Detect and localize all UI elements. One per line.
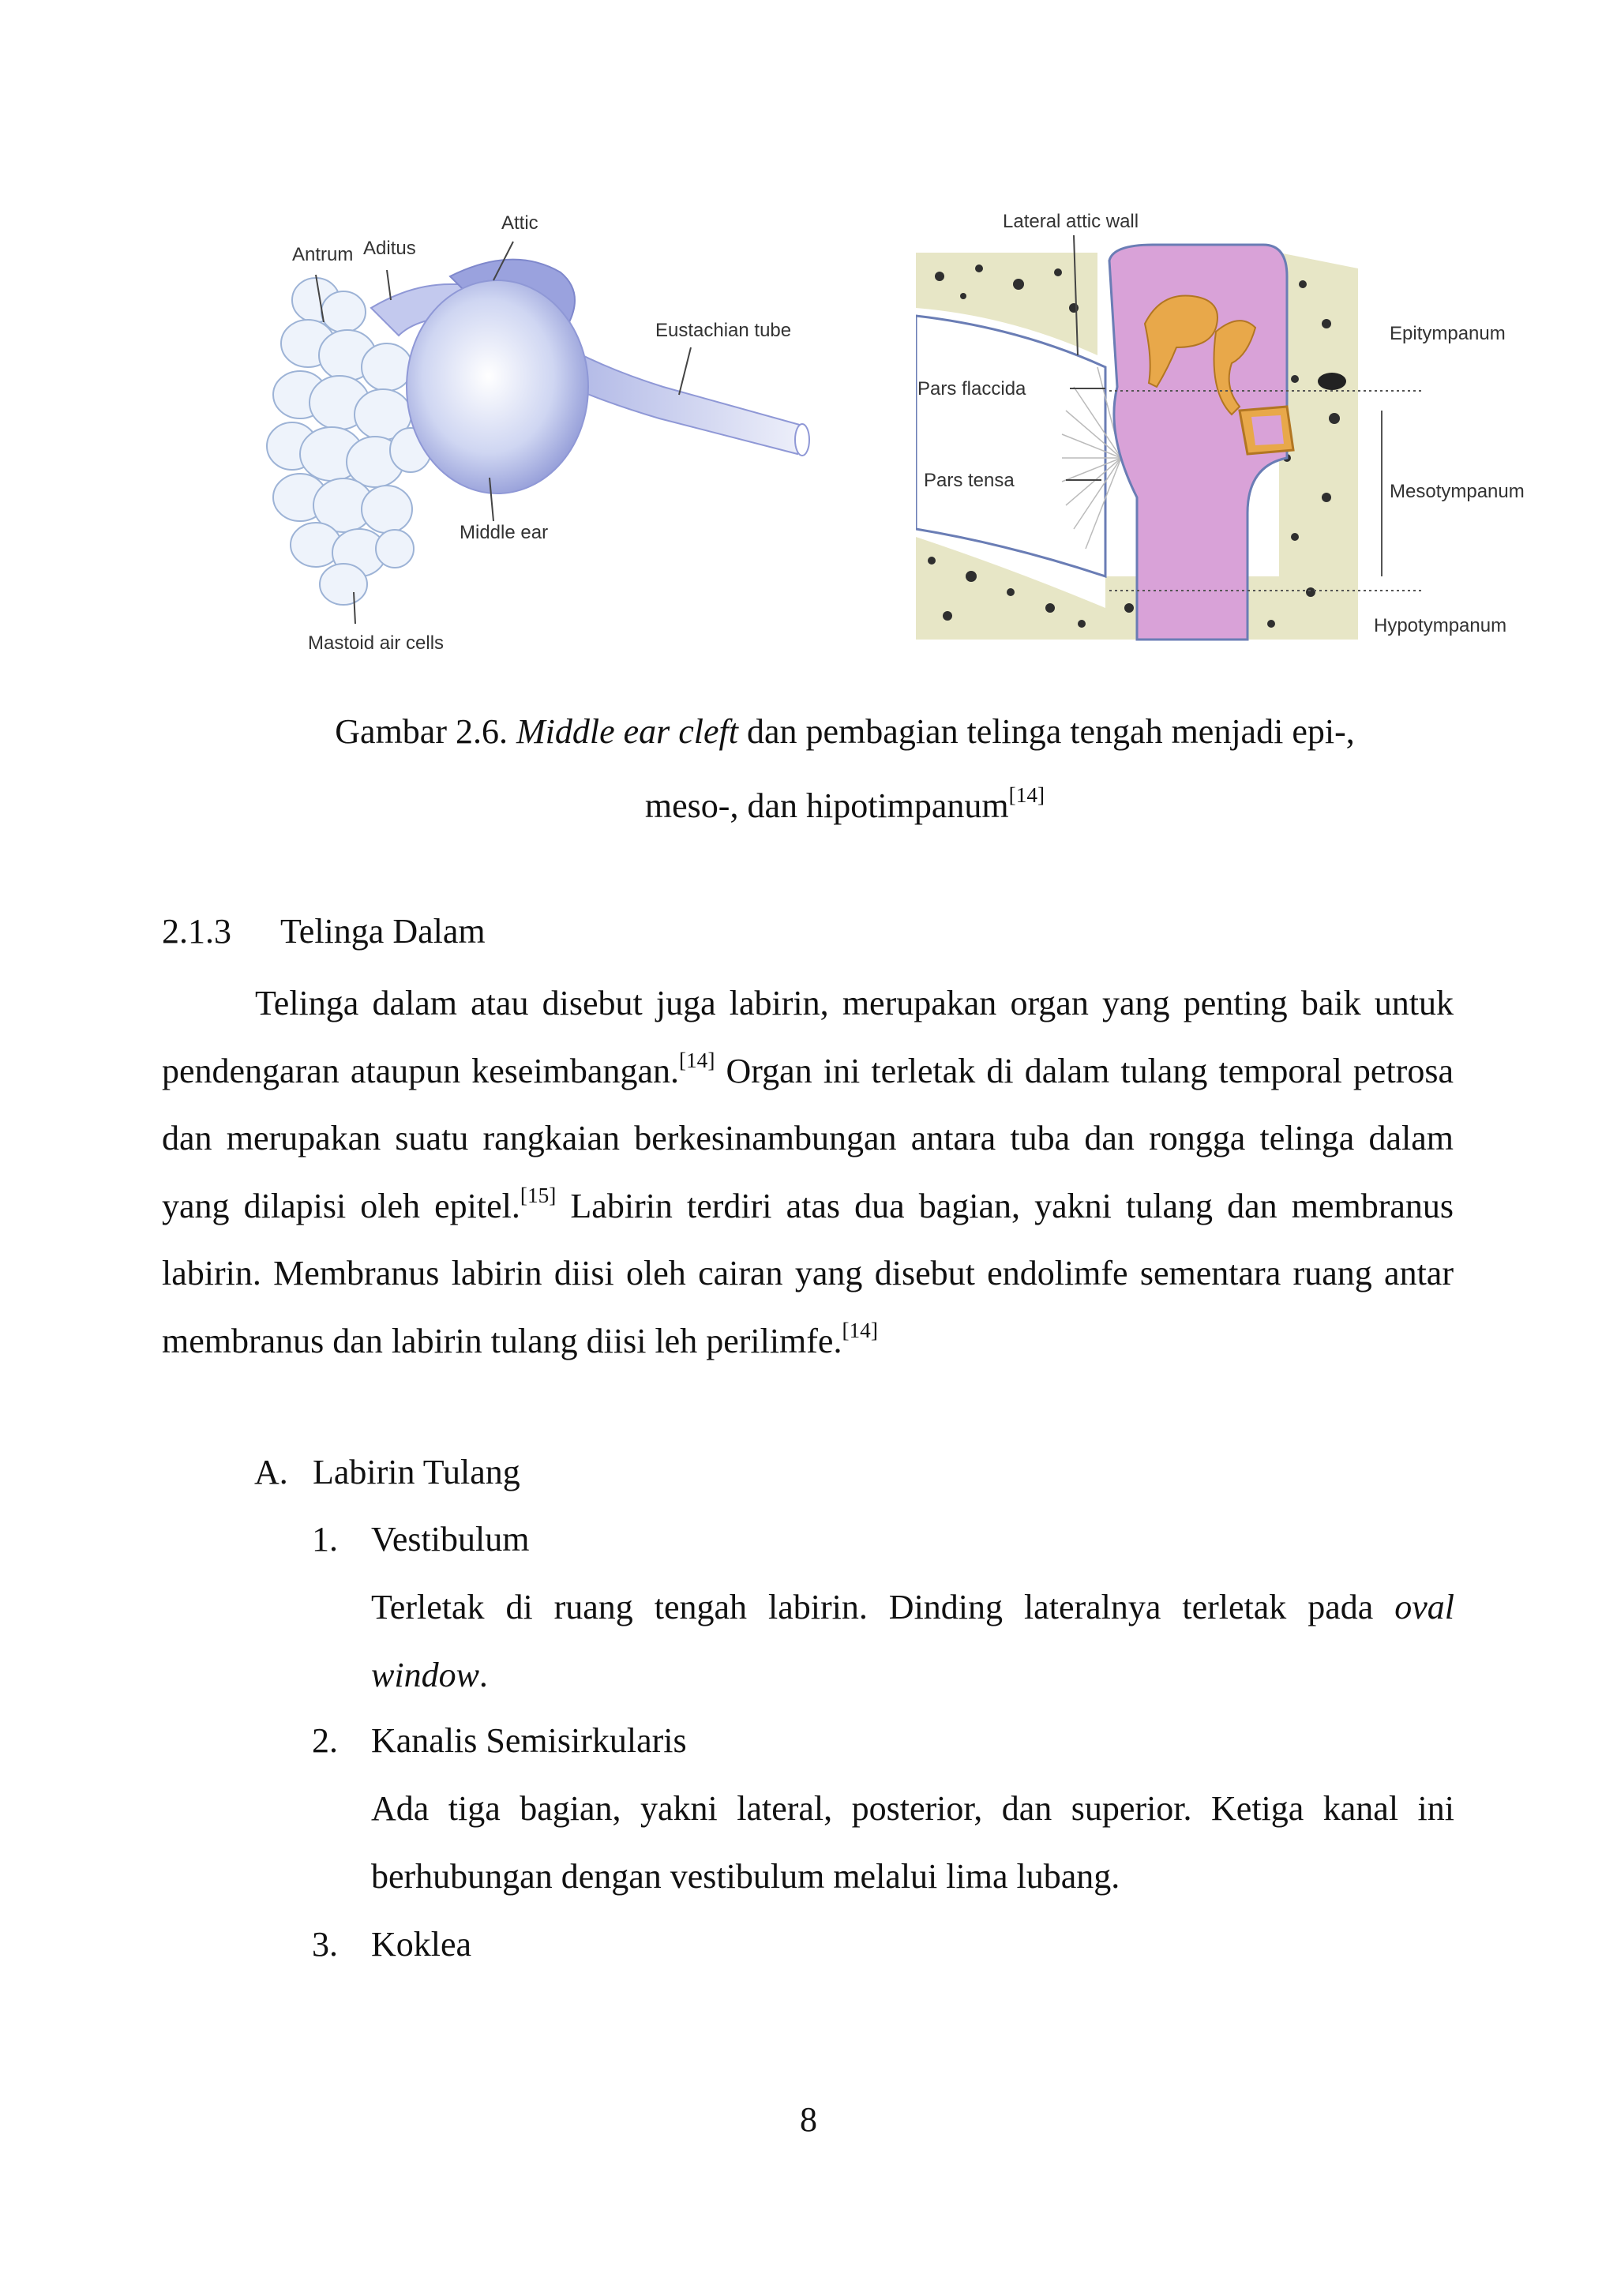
label-pars-tensa: Pars tensa <box>924 470 1015 491</box>
label-middle-ear: Middle ear <box>460 522 549 543</box>
subsection-heading <box>254 1445 520 1500</box>
caption-line1-rest: dan pembagian telinga tengah menjadi epi-, <box>738 712 1355 751</box>
label-mesotympanum: Mesotympanum <box>1390 481 1525 502</box>
paragraph-ref-1: [14] <box>678 1048 715 1072</box>
description-text: Terletak di ruang tengah labirin. Dinding lateralnya terletak pada <box>371 1588 1395 1626</box>
list-item-number: 3. <box>312 1925 338 1964</box>
description-text: Ada tiga bagian, yakni lateral, posterior, dan superior. Ketiga kanal ini berhubungan dengan vestibulum melalui lima lubang. <box>371 1789 1454 1896</box>
caption-reference: [14] <box>1008 782 1045 807</box>
paragraph-ref-2: [15] <box>520 1183 557 1207</box>
list-item-number: 1. <box>312 1520 338 1559</box>
middle-ear-shape <box>407 280 588 493</box>
label-pars-flaccida: Pars flaccida <box>917 378 1026 400</box>
list-item-vestibulum <box>312 1512 529 1567</box>
label-aditus: Aditus <box>363 238 416 259</box>
label-lateral-attic-wall: Lateral attic wall <box>1003 211 1139 232</box>
caption-prefix: Gambar 2.6. <box>335 712 516 751</box>
figure-caption <box>253 695 1437 843</box>
tympanum-divisions-illustration <box>916 197 1548 671</box>
middle-ear-cleft-illustration <box>253 197 853 671</box>
list-item-kanalis <box>312 1713 687 1769</box>
label-epitympanum: Epitympanum <box>1390 323 1506 344</box>
description-end: . <box>478 1655 488 1694</box>
subsection-letter: A. <box>254 1453 288 1491</box>
caption-italic-term: Middle ear cleft <box>516 712 738 751</box>
list-item-number: 2. <box>312 1721 338 1760</box>
label-hypotympanum: Hypotympanum <box>1374 615 1507 636</box>
list-item-title: Koklea <box>371 1925 472 1964</box>
description-italic-term: oval window <box>371 1588 1454 1694</box>
list-item-title: Vestibulum <box>371 1520 530 1559</box>
paragraph-text-3: Labirin terdiri atas dua bagian, yakni tulang dan membranus labirin. Membranus labirin diisi oleh cairan yang disebut endolimfe sementara ruang antar membranus dan labirin tulang diisi leh perilimfe. <box>162 1186 1454 1360</box>
label-antrum: Antrum <box>292 244 354 265</box>
paragraph-text-1: Telinga dalam atau disebut juga labirin, merupakan organ yang penting baik untuk pendengaran ataupun keseimbangan. <box>162 984 1454 1090</box>
section-title: Telinga Dalam <box>280 912 486 951</box>
paragraph-text-2: Organ ini terletak di dalam tulang temporal petrosa dan merupakan suatu rangkaian berkesinambungan antara tuba dan rongga telinga dalam yang dilapisi oleh epitel. <box>162 1051 1454 1225</box>
list-item-description <box>371 1574 1454 1709</box>
list-item-koklea <box>312 1917 471 1972</box>
label-attic: Attic <box>501 212 538 234</box>
section-number: 2.1.3 <box>162 912 231 951</box>
paragraph-ref-3: [14] <box>842 1318 878 1342</box>
page-number: 8 <box>800 2100 817 2139</box>
section-paragraph <box>162 970 1454 1375</box>
list-item-description <box>371 1775 1454 1910</box>
caption-line2: meso-, dan hipotimpanum <box>644 786 1009 825</box>
figure-2-6 <box>253 197 1548 671</box>
label-mastoid-air-cells: Mastoid air cells <box>308 632 445 654</box>
tympanum-divisions-svg <box>916 197 1548 671</box>
label-eustachian-tube: Eustachian tube <box>655 320 792 341</box>
subsection-title: Labirin Tulang <box>313 1453 520 1491</box>
section-heading <box>162 904 486 959</box>
middle-ear-cleft-svg <box>253 197 853 671</box>
list-item-title: Kanalis Semisirkularis <box>371 1721 687 1760</box>
